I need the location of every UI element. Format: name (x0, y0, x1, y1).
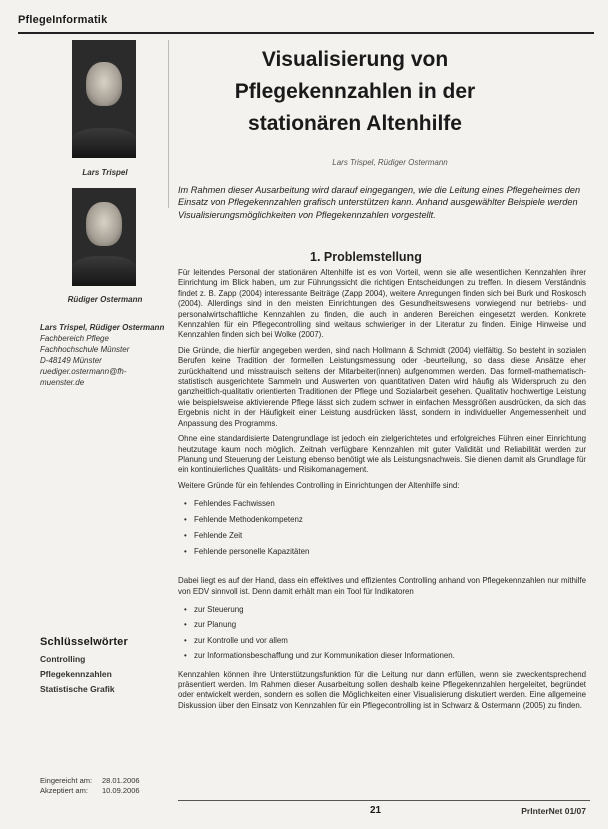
affiliation-names: Lars Trispel, Rüdiger Ostermann (40, 323, 165, 332)
affiliation-line: D-48149 Münster (40, 356, 102, 365)
paragraph: Weitere Gründe für ein fehlendes Controlling in Einrichtungen der Altenhilfe sind: (178, 480, 460, 490)
list-item: • Fehlendes Fachwissen (188, 496, 586, 512)
affiliation-line: Fachbereich Pflege (40, 334, 109, 343)
photo-caption-2: Rüdiger Ostermann (67, 295, 143, 304)
paragraph: Die Gründe, die hierfür angegeben werden, sind nach Hollmann & Schmidt (2004) vielfältig. So besteht in sozialen Berufen keine Tradition der formellen Leistungsmessung oder -beurteilung, so dass diese Ansätze eher zurückhaltend und misstrauisch seitens der Mitarbeiter(innen) aufgenommen werden. Das formell-mathematisch-statistisch ausgerichtete Sammeln und Auswerten von quantitativen Daten wird häufig als Widerspruch zu den ganzheitlich-qualitativ orientierten Traditionen der Pflege und Sozialarbeit gesehen. Qualitativ hochwertige Leistung wie beispielsweise aktivierende Pflege lässt sich zudem schwer in einfachen Messgrößen ausdrücken, da sich das Ergebnis nicht in der Häufigkeit einer Leistung ausdrücken lässt, sondern in individueller Angemessenheit und Anpassung des Programms. (178, 345, 586, 428)
date-value: 10.09.2006 (102, 786, 140, 795)
divider (168, 40, 169, 208)
paragraph: Dabei liegt es auf der Hand, dass ein effektives und effizientes Controlling anhand von Pflegekennzahlen nur mithilfe von EDV sinnvoll ist. Denn damit erhält man ein Tool für Indikatoren (178, 576, 586, 596)
keyword: Statistische Grafik (40, 684, 115, 694)
paragraph: Ohne eine standardisierte Datengrundlage ist jedoch ein zielgerichtetes und erfolgreiches Führen einer Einrichtung heutzutage kaum noch möglich. Zeitnah verfügbare Kennzahlen mit guter Validität und Reliabilität werden zur Planung und Steuerung der Leistung ebenso benötigt wie als Leistungsnachweis. Sie dienen damit als Grundlage für ein kontinuierliches Qualitäts- und Risikomanagement. (178, 434, 586, 475)
keywords-title: Schlüsselwörter (40, 636, 128, 648)
date-label: Eingereicht am: (40, 776, 93, 785)
article-body (178, 268, 586, 716)
header-rule (18, 32, 594, 34)
abstract: Im Rahmen dieser Ausarbeitung wird darauf eingegangen, wie die Leitung eines Pflegeheimes den Einsatz von Pflegekennzahlen grafisch unterstützen kann. Anhand ausgewählter Beispiele werden Visualisierungsmöglichkeiten von Pflegekennzahlen vorgestellt. (178, 185, 581, 220)
section-header: PflegeInformatik (18, 14, 108, 26)
submission-dates (40, 776, 140, 796)
article-title: Visualisierung von Pflegekennzahlen in der stationären Altenhilfe (234, 48, 476, 135)
journal-name: PrInterNet 01/07 (521, 806, 586, 816)
affiliation-line: Fachhochschule Münster (40, 345, 130, 354)
affiliation-email[interactable]: ruediger.ostermann@fh- (40, 367, 127, 376)
paragraph: Kennzahlen können ihre Unterstützungsfunktion für die Leitung nur dann erfüllen, wenn sie zweckentsprechend präsentiert werden. Im Rahmen dieser Ausarbeitung sollen deshalb keine Pflegekennzahlen hergeleitet, begründet oder entwickelt werden, sondern es sollen die Möglichkeiten einer Visualisierung diskutiert werden. Eine allgemeine Diskussion über den Einsatz von Kennzahlen für ein Pflegecontrolling ist in Schwarz & Ostermann (2005) zu finden. (178, 669, 586, 710)
author-photo-1 (72, 40, 136, 158)
footer-rule (178, 800, 590, 801)
keywords-box (40, 636, 160, 697)
date-value: 28.01.2006 (102, 776, 140, 785)
list-item: • zur Kontrolle und vor allem (188, 633, 586, 648)
photo-caption-1: Lars Trispel (82, 168, 128, 177)
author-photo-2 (72, 188, 136, 286)
keyword: Controlling (40, 654, 86, 664)
list-item: • zur Planung (188, 617, 586, 632)
page-number: 21 (370, 805, 382, 816)
author-line: Lars Trispel, Rüdiger Ostermann (332, 158, 448, 167)
list-item: • Fehlende Methodenkompetenz (188, 512, 586, 528)
author-affiliation (40, 322, 165, 388)
list-item: • Fehlende personelle Kapazitäten (188, 544, 586, 560)
list-item: • Fehlende Zeit (188, 528, 586, 544)
keyword: Pflegekennzahlen (40, 669, 112, 679)
section-heading: 1. Problemstellung (310, 250, 422, 264)
affiliation-email[interactable]: muenster.de (40, 378, 85, 387)
reasons-list (178, 496, 586, 560)
list-item: • zur Steuerung (188, 602, 586, 617)
list-item: • zur Informationsbeschaffung und zur Kommunikation dieser Informationen. (188, 648, 586, 663)
date-label: Akzeptiert am: (40, 786, 88, 795)
paragraph: Für leitendes Personal der stationären Altenhilfe ist es von Vorteil, wenn sie alle wesentlichen Kennzahlen ihrer Einrichtung im Blick haben, um zur Führungssicht die richtigen Entscheidungen zu treffen. In diesem Verständnis findet z. B. Zapp (2004) interessante Beiträge (Zapp 2004), weitere Anregungen finden sich bei Burk und Roskosch (2004). Allerdings sind in den meisten Einrichtungen des Gesundheitswesens vorwiegend nur betriebs- und personalwirtschaftliche Kennzahlen zu finden, die auch in anderen Bereichen eingesetzt werden. Konkrete Kennzahlen für ein Pflegecontrolling sind weitaus schwieriger in der Literatur zu finden. Einige Hinweise und Kennzahlen finden sich bei Wolke (2007). (178, 268, 586, 340)
tool-list (178, 602, 586, 664)
